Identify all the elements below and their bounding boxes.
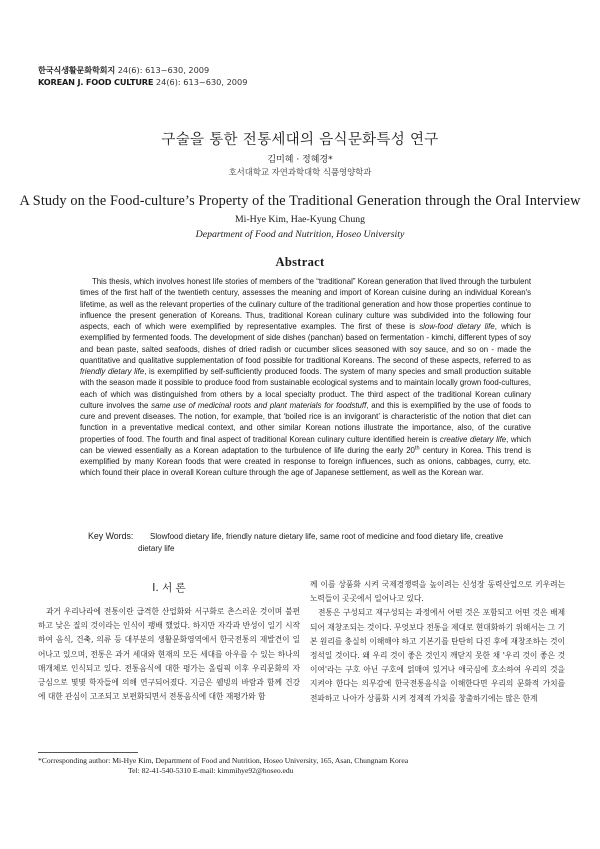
keywords-line-1: Slowfood dietary life, friendly nature dietary life, same root of medicine and food dietary life, creative [150, 532, 504, 541]
abstract-term: friendly dietary life [80, 367, 145, 376]
keywords [88, 531, 533, 554]
footnote [38, 756, 568, 776]
journal-volume-english: 24(6): 613~630, 2009 [153, 77, 248, 87]
authors-english: Mi-Hye Kim, Hae-Kyung Chung [234, 214, 366, 225]
abstract-heading: Abstract [275, 255, 325, 269]
keywords-line-2: dietary life [138, 543, 175, 553]
abstract-body: This thesis, which involves honest life stories of members of the “traditional” Korean generation that lived through the turbulent times of the first half of the twentieth century, assesses the meaning and import of Korean cuisine during an individual Korean's lifetime, as well as the relevant properties of the culinary culture of the traditional generation and how those properties continue to influence the present generation of Koreans. Thus, traditional Korean culinary culture was subdivided into the following four aspects, each of which were exemplified by representative examples. The first of these is slow-food dietary life, which is exemplified by fermented foods. The development of side dishes (panchan) based on fermentation - kimchi, different types of soy and bean paste, salted seafoods, dishes of dried radish or cucumber slices seasoned with soy sauce, and so on - made the quantitative and qualitative supplementation of food possible for traditional Koreans. The second of these aspects, referred to as friendly dietary life, is exemplified by self-sufficiently produced foods. The system of many species and small production suitable with the season made it possible to produce food from sustainable ecological systems and to maintain locally grown food-cultures, each of which was distinguished from others by a local specialty product. The third aspect of the traditional Korean culinary culture involves the same use of medicinal roots and plant materials for foodstuff, and this is exemplified by the use of foods to cure and prevent diseases. The notion, for example, that ‘boiled rice is an invigorant’ is characteristic of the notion that diet can function in a preventative medical context, and other similar Korean notions illustrate the importance, also, of the curative properties of food. The fourth and final aspect of traditional Korean culinary culture identified herein is creative dietary life, which can be viewed essentially as a Korean adaptation to the turbulence of life during the early 20th century in Korea. This trend is exemplified by many Korean foods that were created in response to foreign influences, such as onions, cabbages, curry, etc. which found their place in overall Korean culture through the age of Japanese settlement, as well as the Korean war. [80, 277, 532, 478]
superscript: th [414, 445, 420, 452]
affiliation-korean: 호서대학교 자연과학대학 식품영양학과 [228, 167, 372, 177]
journal-name-english: KOREAN J. FOOD CULTURE 24(6): 613~630, 2009 [38, 77, 248, 87]
journal-volume-korean: 24(6): 613~630, 2009 [115, 65, 210, 75]
keywords-label: Key Words: [88, 531, 134, 541]
section-heading-introduction: I. 서 론 [152, 582, 186, 594]
paper-title-korean: 구술을 통한 전통세대의 음식문화특성 연구 [161, 132, 439, 148]
affiliation-english: Department of Food and Nutrition, Hoseo University [195, 229, 405, 240]
journal-name-korean: 한국식생활문화학회지 24(6): 613~630, 2009 [38, 65, 210, 75]
body-column-left: 과거 우리나라에 전통이란 급격한 산업화와 서구화로 촌스러운 것이며 불편하고 낮은 질의 것이라는 인식이 팽배 했었다. 하지만 자각과 반성이 일기 시작하여 음식, 건축, 의류 등 대부분의 생활문화영역에서 한국전통의 재발견이 일어나고 있으며, 전통은 과거 세대와 현재의 모든 세대를 아우를 수 있는 하나의 매개체로 인식되고 있다. 전통음식에 대한 평가는 올림픽 이후 우리문화의 자긍심으로 몇몇 학자들에 의해 연구되어졌다. 지금은 웰빙의 바람과 함께 건강에 대한 관심이 고조되고 보편화되면서 전통음식에 대한 재평가와 함 [38, 607, 300, 702]
authors-korean: 김미혜 · 정혜경* [267, 155, 333, 165]
paper-title-english: A Study on the Food-culture’s Property of the Traditional Generation through the Oral Interview [19, 193, 581, 209]
abstract-term: same use of medicinal roots and plant materials for foodstuff [151, 400, 367, 410]
body-column-right [310, 578, 565, 706]
footnote-rule [38, 752, 138, 753]
footnote-line-2: Tel: 82-41-540-5310 E-mail: kimmihye92@hoseo.edu [128, 766, 294, 776]
abstract-term: slow-food dietary life [419, 322, 495, 331]
footnote-line-1: *Corresponding author: Mi-Hye Kim, Department of Food and Nutrition, Hoseo University, 165, Asan, Chungnam Korea [38, 756, 409, 765]
abstract-term: creative dietary life [439, 434, 507, 444]
body-paragraph: 전통은 구성되고 재구성되는 과정에서 어떤 것은 포함되고 어떤 것은 배제되어 재창조되는 것이다. 무엇보다 전통을 제대로 현대화하기 위해서는 그 기본 원리를 충실히 이해해야 하고 기본기를 탄탄히 다진 후에 재창조하는 것이 정석일 것이다. 왜 우리 것이 좋은 것인지 깨닫지 못한 채 '우리 것이 좋은 것이여'라는 구호 아닌 구호에 얽매여 있거나 애국심에 호소하여 우리의 것을 지켜야 한다는 의무감에 한국전통음식을 이해한다면 우리의 문화적 가치를 전파하고 나아가 상품화 시켜 경제적 가치를 창출하기에는 많은 한계 [310, 608, 565, 703]
journal-header [38, 64, 247, 88]
body-paragraph: 께 이를 상품화 시켜 국제경쟁력을 높이려는 신성장 동력산업으로 키우려는 노력들이 곳곳에서 일어나고 있다. [310, 580, 565, 604]
